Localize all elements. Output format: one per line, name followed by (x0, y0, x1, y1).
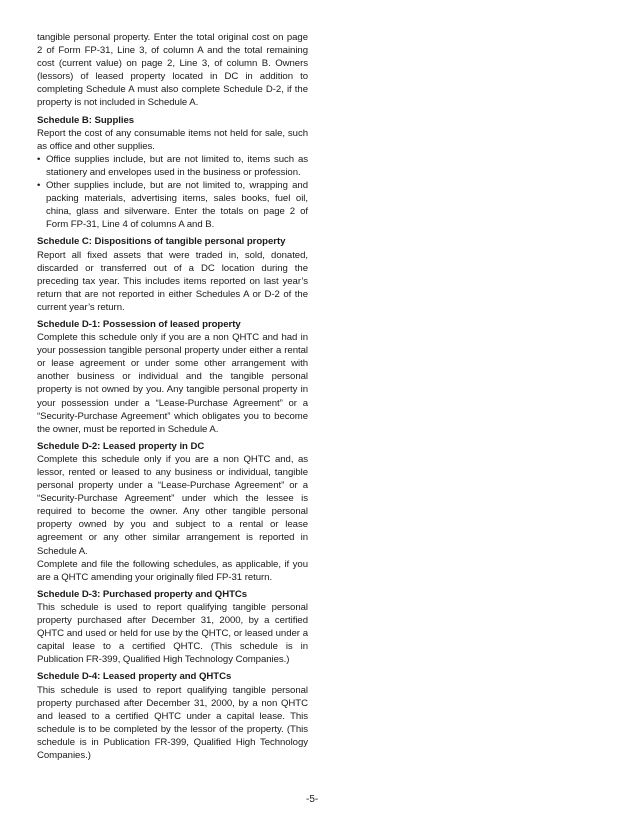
schedule-b-section (37, 114, 308, 232)
schedule-d4-body: This schedule is used to report qualifying tangible personal property purchased after December 31, 2000, by a non QHTC and leased to a certified QHTC under a capital lease. This schedule is to be completed by the lessor of the property. (This schedule is in Publication FR-399, Qualified High Technology Companies.) (37, 684, 308, 761)
schedule-d2-section (37, 440, 308, 584)
schedule-b-body: Report the cost of any consumable items not held for sale, such as office and other supplies. (37, 127, 308, 152)
bullet-icon: • (37, 180, 41, 192)
schedule-d3-body: This schedule is used to report qualifying tangible personal property purchased after December 31, 2000, by a certified QHTC and used or held for use by the QHTC, or leased under a capital lease to a certified QHTC. (This schedule is in Publication FR-399, Qualified High Technology Companies.) (37, 601, 308, 666)
schedule-d1-body: Complete this schedule only if you are a non QHTC and had in your possession tangible personal property under either a rental or lease agreement or under some other arrangement with another business or individual and the tangible personal property is not owned by you. Any tangible personal property in your possession under a “Lease-Purchase Agreement” or a “Security-Purchase Agreement” which obligates you to become the owner, must be reported in Schedule A. (37, 332, 308, 435)
intro-paragraph: tangible personal property. Enter the total original cost on page 2 of Form FP-31, Line 3, of column A and the total remaining cost (current value) on page 2, Line 3, of column B. Owners (lessors) of leased property located in DC in addition to completing Schedule A must also complete Schedule D-2, if the property is not included in Schedule A. (37, 32, 308, 109)
schedule-d1-heading: Schedule D-1: Possession of leased property (37, 318, 241, 330)
text-column (37, 31, 308, 762)
intro-section (37, 31, 308, 110)
schedule-c-section (37, 235, 308, 314)
qhtc-note: Complete and file the following schedules, as applicable, if you are a QHTC amending your originally filed FP-31 return. (37, 558, 308, 583)
schedule-d2-body: Complete this schedule only if you are a non QHTC and, as lessor, rented or leased to any business or individual, tangible personal property under a “Lease-Purchase Agreement” or a “Security-Purchase Agreement” under which the lessee is required to become the owner. Any other tangible personal property owned by you and subject to a rental or lease agreement or any other similar arrangement is reported in Schedule A. (37, 453, 308, 557)
bullet-item (37, 179, 308, 231)
schedule-d1-section (37, 318, 308, 436)
schedule-d2-heading: Schedule D-2: Leased property in DC (37, 440, 205, 452)
bullet-text: Office supplies include, but are not limited to, items such as stationery and envelopes used in the business or profession. (46, 153, 308, 178)
page-number: -5- (306, 794, 319, 805)
schedule-c-body: Report all fixed assets that were traded in, sold, donated, discarded or transferred out of a DC location during the preceding tax year. This includes items reported on last year’s return that are not reported in either Schedules A or D-2 of the current year’s return. (37, 249, 308, 313)
schedule-b-bullet-list (37, 153, 308, 232)
schedule-d4-heading: Schedule D-4: Leased property and QHTCs (37, 671, 232, 683)
schedule-b-heading: Schedule B: Supplies (37, 114, 135, 126)
schedule-d3-heading: Schedule D-3: Purchased property and QHTCs (37, 588, 248, 600)
bullet-text: Other supplies include, but are not limited to, wrapping and packing materials, advertising items, sales books, fuel oil, china, glass and silverware. Enter the totals on page 2 of Form FP-31, Line 4 of columns A and B. (46, 180, 308, 231)
bullet-item (37, 153, 308, 179)
schedule-d4-section (37, 670, 308, 762)
schedule-d3-section (37, 588, 308, 667)
bullet-icon: • (37, 153, 41, 165)
schedule-c-heading: Schedule C: Dispositions of tangible personal property (37, 236, 286, 248)
